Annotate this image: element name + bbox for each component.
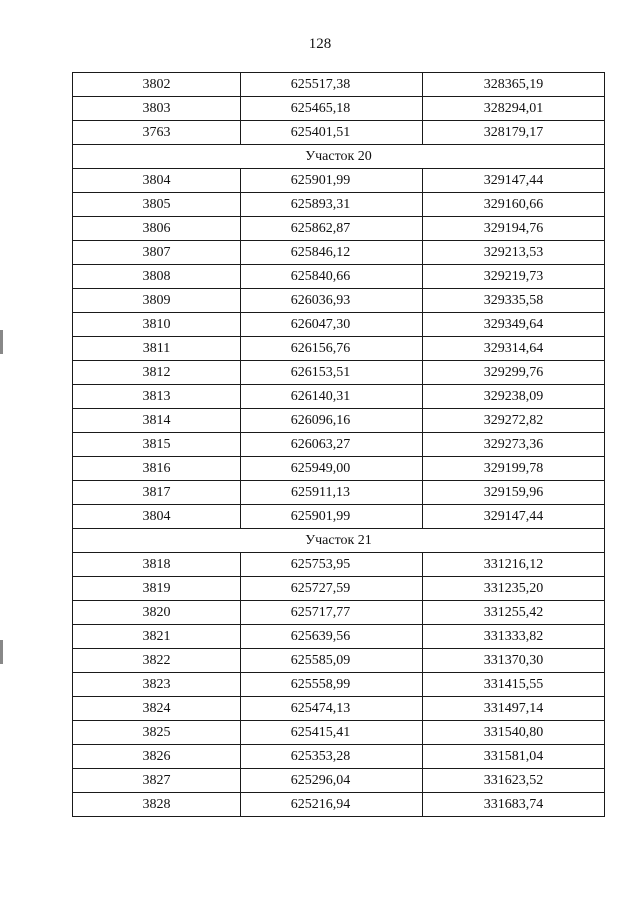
scan-edge-mark-top [0,330,3,354]
x-coordinate-cell: 625517,38 [241,73,423,97]
x-coordinate-cell: 625216,94 [241,793,423,817]
table-row [73,409,605,433]
point-number-cell: 3805 [73,193,241,217]
y-coordinate-cell: 331497,14 [423,697,605,721]
table-row [73,97,605,121]
y-coordinate-cell: 329272,82 [423,409,605,433]
y-coordinate-cell: 331216,12 [423,553,605,577]
table-row [73,385,605,409]
coordinates-table [72,72,605,817]
y-coordinate-cell: 331333,82 [423,625,605,649]
table-row [73,169,605,193]
table-row [73,649,605,673]
x-coordinate-cell: 625401,51 [241,121,423,145]
table-row [73,241,605,265]
y-coordinate-cell: 331623,52 [423,769,605,793]
coordinates-table-body [73,73,605,817]
y-coordinate-cell: 329273,36 [423,433,605,457]
x-coordinate-cell: 625901,99 [241,169,423,193]
y-coordinate-cell: 329335,58 [423,289,605,313]
table-row [73,313,605,337]
x-coordinate-cell: 626153,51 [241,361,423,385]
table-row [73,121,605,145]
point-number-cell: 3809 [73,289,241,313]
x-coordinate-cell: 625474,13 [241,697,423,721]
x-coordinate-cell: 625753,95 [241,553,423,577]
x-coordinate-cell: 626156,76 [241,337,423,361]
y-coordinate-cell: 329314,64 [423,337,605,361]
y-coordinate-cell: 329349,64 [423,313,605,337]
x-coordinate-cell: 625639,56 [241,625,423,649]
table-row [73,457,605,481]
table-row [73,577,605,601]
point-number-cell: 3804 [73,505,241,529]
y-coordinate-cell: 329199,78 [423,457,605,481]
table-row [73,673,605,697]
y-coordinate-cell: 329194,76 [423,217,605,241]
x-coordinate-cell: 625862,87 [241,217,423,241]
table-row [73,361,605,385]
point-number-cell: 3815 [73,433,241,457]
x-coordinate-cell: 626096,16 [241,409,423,433]
point-number-cell: 3807 [73,241,241,265]
table-row [73,721,605,745]
table-row [73,625,605,649]
y-coordinate-cell: 329238,09 [423,385,605,409]
table-row [73,289,605,313]
x-coordinate-cell: 626047,30 [241,313,423,337]
x-coordinate-cell: 625727,59 [241,577,423,601]
point-number-cell: 3827 [73,769,241,793]
page-number: 128 [308,36,332,52]
point-number-cell: 3804 [73,169,241,193]
point-number-cell: 3812 [73,361,241,385]
x-coordinate-cell: 626036,93 [241,289,423,313]
point-number-cell: 3813 [73,385,241,409]
y-coordinate-cell: 329147,44 [423,505,605,529]
x-coordinate-cell: 625949,00 [241,457,423,481]
table-row [73,337,605,361]
table-row [73,601,605,625]
point-number-cell: 3814 [73,409,241,433]
table-row [73,793,605,817]
section-heading-row [73,529,605,553]
section-heading: Участок 20 [73,145,605,169]
table-row [73,769,605,793]
point-number-cell: 3811 [73,337,241,361]
point-number-cell: 3821 [73,625,241,649]
section-heading-row [73,145,605,169]
y-coordinate-cell: 331370,30 [423,649,605,673]
x-coordinate-cell: 625717,77 [241,601,423,625]
x-coordinate-cell: 626063,27 [241,433,423,457]
point-number-cell: 3818 [73,553,241,577]
table-row [73,73,605,97]
y-coordinate-cell: 328179,17 [423,121,605,145]
x-coordinate-cell: 626140,31 [241,385,423,409]
y-coordinate-cell: 331540,80 [423,721,605,745]
table-row [73,433,605,457]
x-coordinate-cell: 625465,18 [241,97,423,121]
point-number-cell: 3817 [73,481,241,505]
point-number-cell: 3819 [73,577,241,601]
x-coordinate-cell: 625846,12 [241,241,423,265]
table-row [73,265,605,289]
y-coordinate-cell: 331255,42 [423,601,605,625]
point-number-cell: 3802 [73,73,241,97]
table-row [73,481,605,505]
point-number-cell: 3820 [73,601,241,625]
point-number-cell: 3803 [73,97,241,121]
scan-edge-mark-bottom [0,640,3,664]
point-number-cell: 3825 [73,721,241,745]
x-coordinate-cell: 625840,66 [241,265,423,289]
y-coordinate-cell: 329213,53 [423,241,605,265]
point-number-cell: 3824 [73,697,241,721]
x-coordinate-cell: 625353,28 [241,745,423,769]
point-number-cell: 3828 [73,793,241,817]
point-number-cell: 3823 [73,673,241,697]
y-coordinate-cell: 331683,74 [423,793,605,817]
point-number-cell: 3806 [73,217,241,241]
point-number-cell: 3826 [73,745,241,769]
table-row [73,217,605,241]
y-coordinate-cell: 328365,19 [423,73,605,97]
table-row [73,193,605,217]
point-number-cell: 3763 [73,121,241,145]
table-row [73,505,605,529]
y-coordinate-cell: 329299,76 [423,361,605,385]
point-number-cell: 3822 [73,649,241,673]
y-coordinate-cell: 331415,55 [423,673,605,697]
x-coordinate-cell: 625911,13 [241,481,423,505]
table-row [73,553,605,577]
x-coordinate-cell: 625901,99 [241,505,423,529]
y-coordinate-cell: 331235,20 [423,577,605,601]
y-coordinate-cell: 331581,04 [423,745,605,769]
y-coordinate-cell: 329159,96 [423,481,605,505]
point-number-cell: 3810 [73,313,241,337]
x-coordinate-cell: 625558,99 [241,673,423,697]
x-coordinate-cell: 625415,41 [241,721,423,745]
x-coordinate-cell: 625296,04 [241,769,423,793]
y-coordinate-cell: 329160,66 [423,193,605,217]
table-row [73,697,605,721]
y-coordinate-cell: 329147,44 [423,169,605,193]
point-number-cell: 3816 [73,457,241,481]
x-coordinate-cell: 625893,31 [241,193,423,217]
section-heading: Участок 21 [73,529,605,553]
y-coordinate-cell: 328294,01 [423,97,605,121]
point-number-cell: 3808 [73,265,241,289]
x-coordinate-cell: 625585,09 [241,649,423,673]
y-coordinate-cell: 329219,73 [423,265,605,289]
table-row [73,745,605,769]
